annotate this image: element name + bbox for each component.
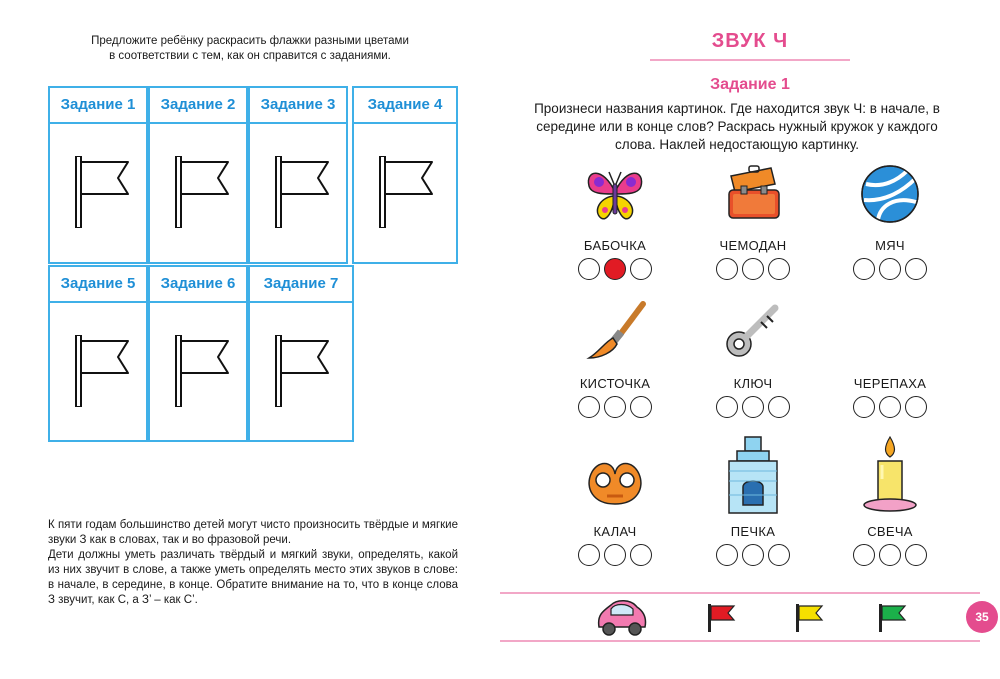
circle-start[interactable] bbox=[578, 544, 600, 566]
task-card-7 bbox=[248, 265, 354, 442]
circle-end[interactable] bbox=[905, 544, 927, 566]
circle-middle[interactable] bbox=[604, 396, 626, 418]
word-item-babochka bbox=[550, 162, 680, 280]
task-card-2 bbox=[148, 86, 248, 264]
word-item-myach bbox=[825, 162, 955, 280]
sound-title bbox=[640, 30, 860, 53]
task-card-6 bbox=[148, 265, 248, 442]
task-card-1 bbox=[48, 86, 148, 264]
key-icon bbox=[688, 300, 818, 370]
word-label: ЧЕМОДАН bbox=[719, 238, 787, 253]
sound-position-circles bbox=[825, 396, 955, 418]
pretzel-icon bbox=[550, 448, 680, 518]
sound-position-circles bbox=[825, 258, 955, 280]
sound-title-text: ЗВУК Ч bbox=[711, 30, 789, 52]
task-title: Задание 5 bbox=[50, 267, 146, 303]
word-label: ЧЕРЕПАХА bbox=[853, 376, 927, 391]
flag-outline-icon[interactable] bbox=[150, 124, 246, 262]
task-card-5 bbox=[48, 265, 148, 442]
circle-middle[interactable] bbox=[604, 258, 626, 280]
circle-end[interactable] bbox=[630, 544, 652, 566]
intro-text bbox=[80, 34, 420, 64]
sound-position-circles bbox=[688, 544, 818, 566]
circle-start[interactable] bbox=[716, 544, 738, 566]
sound-position-circles bbox=[688, 258, 818, 280]
yellow-flag-icon bbox=[794, 602, 826, 639]
candle-icon bbox=[825, 435, 955, 518]
circle-middle[interactable] bbox=[879, 396, 901, 418]
circle-start[interactable] bbox=[578, 396, 600, 418]
task-title: Задание 1 bbox=[50, 88, 146, 124]
green-flag-icon bbox=[877, 602, 909, 639]
circle-middle[interactable] bbox=[879, 258, 901, 280]
word-label: КАЛАЧ bbox=[593, 524, 637, 539]
circle-middle[interactable] bbox=[742, 544, 764, 566]
word-item-klyuch bbox=[688, 300, 818, 418]
title-underline bbox=[650, 59, 850, 61]
butterfly-icon bbox=[550, 162, 680, 232]
sound-position-circles bbox=[550, 258, 680, 280]
task-title: Задание 2 bbox=[150, 88, 246, 124]
circle-end[interactable] bbox=[905, 396, 927, 418]
word-label: БАБОЧКА bbox=[583, 238, 647, 253]
sound-position-circles bbox=[825, 544, 955, 566]
task-title: Задание 7 bbox=[250, 267, 352, 303]
task-instruction: Произнеси названия картинок. Где находится звук Ч: в начале, в середине или в конце слов? Раскрась нужный кружок у каждого слова. Наклей недостающую картинку. bbox=[534, 101, 940, 152]
task-heading: Задание 1 bbox=[710, 76, 790, 93]
red-flag-icon bbox=[706, 602, 738, 639]
circle-end[interactable] bbox=[630, 396, 652, 418]
circle-start[interactable] bbox=[853, 396, 875, 418]
circle-end[interactable] bbox=[768, 544, 790, 566]
intro-line-1: Предложите ребёнку раскрасить флажки разными цветами bbox=[91, 35, 409, 47]
sound-position-circles bbox=[688, 396, 818, 418]
circle-start[interactable] bbox=[716, 396, 738, 418]
word-item-svecha bbox=[825, 435, 955, 566]
task-card-4 bbox=[352, 86, 458, 264]
intro-line-2: в соответствии с тем, как он справится с заданиями. bbox=[109, 50, 391, 62]
circle-start[interactable] bbox=[853, 544, 875, 566]
task-title: Задание 4 bbox=[354, 88, 456, 124]
task-title: Задание 6 bbox=[150, 267, 246, 303]
word-label: КИСТОЧКА bbox=[579, 376, 651, 391]
circle-start[interactable] bbox=[716, 258, 738, 280]
circle-end[interactable] bbox=[905, 258, 927, 280]
word-item-kalach bbox=[550, 448, 680, 566]
flag-outline-icon[interactable] bbox=[250, 303, 352, 441]
car-icon bbox=[593, 597, 649, 642]
sound-position-circles bbox=[550, 396, 680, 418]
page-number: 35 bbox=[966, 601, 998, 633]
footer-divider-top bbox=[500, 592, 980, 594]
circle-end[interactable] bbox=[768, 396, 790, 418]
suitcase-icon bbox=[688, 162, 818, 232]
word-label: ПЕЧКА bbox=[730, 524, 776, 539]
circle-middle[interactable] bbox=[879, 544, 901, 566]
circle-start[interactable] bbox=[578, 258, 600, 280]
circle-end[interactable] bbox=[630, 258, 652, 280]
sound-position-circles bbox=[550, 544, 680, 566]
flag-outline-icon[interactable] bbox=[150, 303, 246, 441]
task-title: Задание 3 bbox=[250, 88, 346, 124]
word-label: МЯЧ bbox=[875, 238, 905, 253]
word-item-kistochka bbox=[550, 300, 680, 418]
circle-middle[interactable] bbox=[742, 396, 764, 418]
word-label: КЛЮЧ bbox=[733, 376, 773, 391]
flag-outline-icon[interactable] bbox=[250, 124, 346, 262]
circle-middle[interactable] bbox=[742, 258, 764, 280]
task-card-3 bbox=[248, 86, 348, 264]
flag-outline-icon[interactable] bbox=[50, 303, 146, 441]
circle-end[interactable] bbox=[768, 258, 790, 280]
parent-note bbox=[48, 518, 458, 608]
parent-note-paragraph-2: Дети должны уметь различать твёрдый и мягкий звуки, определять, какой из них звучит в слове, а также уметь определять место этих звуков в слове: в начале, в середине, в конце. Обратите внимание на то, что в конце слова З звучит, как С, а З’ – как С’. bbox=[48, 549, 458, 606]
circle-start[interactable] bbox=[853, 258, 875, 280]
flag-outline-icon[interactable] bbox=[354, 124, 456, 262]
circle-middle[interactable] bbox=[604, 544, 626, 566]
word-item-cherepakha bbox=[825, 300, 955, 418]
word-item-chemodan bbox=[688, 162, 818, 280]
ball-icon bbox=[825, 162, 955, 232]
word-item-pechka bbox=[688, 435, 818, 566]
flag-outline-icon[interactable] bbox=[50, 124, 146, 262]
parent-note-paragraph-1: К пяти годам большинство детей могут чисто произносить твёрдые и мягкие звуки З как в словах, так и во фразовой речи. bbox=[48, 519, 458, 546]
word-label: СВЕЧА bbox=[867, 524, 913, 539]
sticker-placeholder[interactable] bbox=[825, 300, 955, 370]
footer-divider-bottom bbox=[500, 640, 980, 642]
paintbrush-icon bbox=[550, 300, 680, 370]
stove-icon bbox=[688, 435, 818, 518]
